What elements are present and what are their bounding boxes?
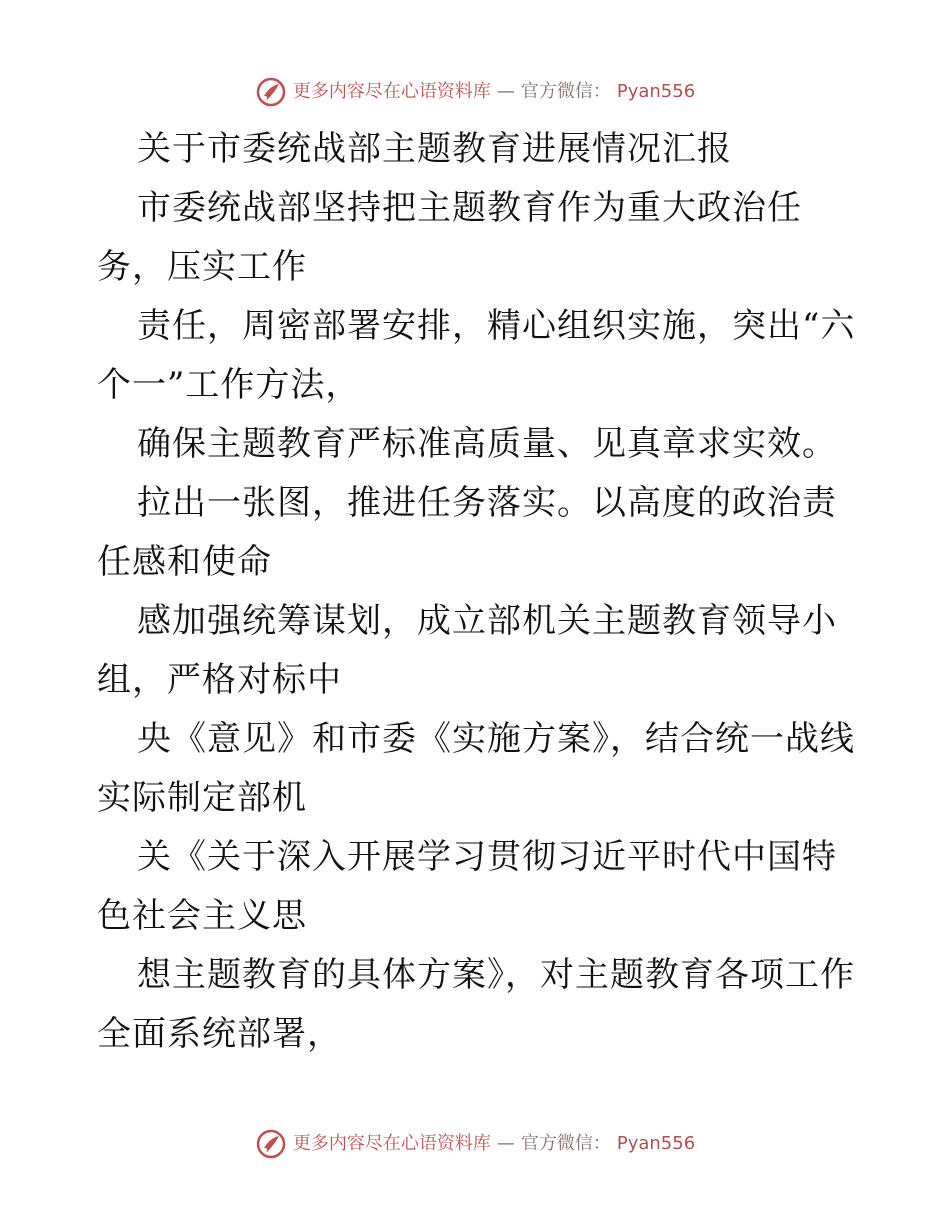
watermark-dash: — [496,81,515,102]
paragraph: 关《关于深入开展学习贯彻习近平时代中国特色社会主义思 [97,837,837,936]
watermark-brand-text: 更多内容尽在心语资料库 [292,81,491,102]
ink-pen-logo-icon [255,76,287,108]
watermark-wechat-id: Pyan556 [616,81,696,102]
watermark-dash: — [496,1133,515,1154]
document-body [97,120,857,1064]
paragraph: 感加强统筹谋划，成立部机关主题教育领导小组，严格对标中 [97,601,837,700]
paragraph: 央《意见》和市委《实施方案》，结合统一战线实际制定部机 [97,719,855,818]
ink-pen-logo-icon [255,1128,287,1160]
header-watermark [0,76,950,108]
watermark-official-text: 官方微信： [520,81,611,102]
footer-watermark [0,1128,950,1160]
document-title: 关于市委统战部主题教育进展情况汇报 [137,129,732,169]
paragraph: 市委统战部坚持把主题教育作为重大政治任务，压实工作 [97,188,802,287]
watermark-wechat-id: Pyan556 [616,1133,696,1154]
watermark-official-text: 官方微信： [520,1133,611,1154]
paragraph: 确保主题教育严标准高质量、见真章求实效。 [137,424,837,464]
paragraph: 想主题教育的具体方案》，对主题教育各项工作全面系统部署， [97,955,855,1054]
watermark-brand-text: 更多内容尽在心语资料库 [292,1133,491,1154]
paragraph: 责任，周密部署安排，精心组织实施，突出“六个一”工作方法， [97,306,856,405]
paragraph: 拉出一张图，推进任务落实。以高度的政治责任感和使命 [97,483,837,582]
